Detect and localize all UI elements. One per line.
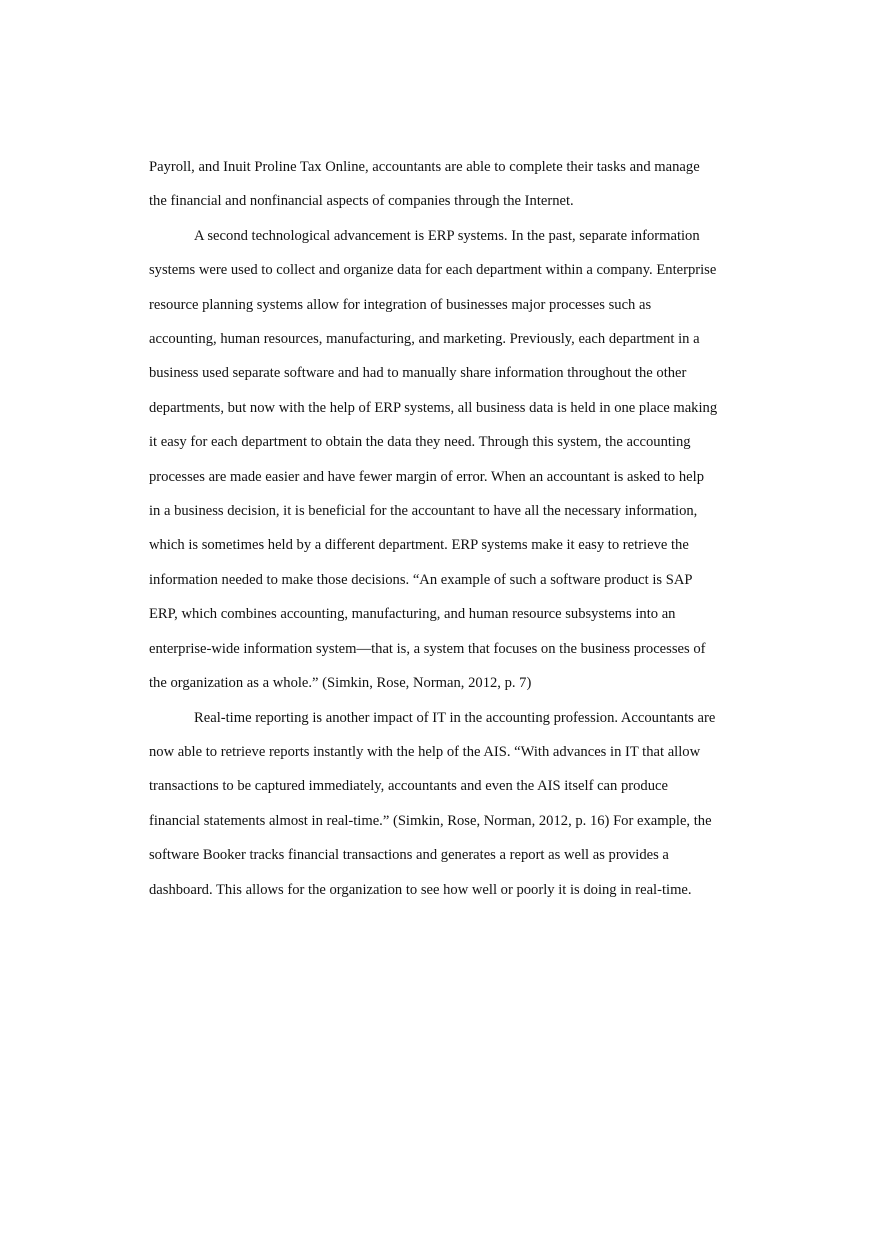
text-line: ERP, which combines accounting, manufacturing, and human resource subsystems into an	[149, 606, 676, 623]
text-line: it easy for each department to obtain the data they need. Through this system, the accounting	[149, 434, 691, 451]
document-body	[149, 150, 731, 907]
text-line: software Booker tracks financial transactions and generates a report as well as provides a	[149, 847, 669, 864]
text-line: business used separate software and had to manually share information throughout the other	[149, 365, 687, 382]
text-line: now able to retrieve reports instantly with the help of the AIS. “With advances in IT that allow	[149, 743, 701, 760]
paragraph-2	[149, 219, 731, 701]
text-line: systems were used to collect and organize data for each department within a company. Enterprise	[149, 262, 717, 279]
text-line: the organization as a whole.” (Simkin, Rose, Norman, 2012, p. 7)	[149, 675, 532, 692]
text-line: information needed to make those decisions. “An example of such a software product is SAP	[149, 571, 693, 588]
text-line: the financial and nonfinancial aspects of companies through the Internet.	[149, 193, 574, 210]
text-line: A second technological advancement is ERP systems. In the past, separate information	[194, 227, 700, 244]
text-line: Real-time reporting is another impact of IT in the accounting profession. Accountants are	[194, 709, 716, 726]
text-line: resource planning systems allow for integration of businesses major processes such as	[149, 296, 652, 313]
paragraph-1	[149, 150, 731, 219]
text-line: processes are made easier and have fewer margin of error. When an accountant is asked to help	[149, 468, 705, 485]
text-line: financial statements almost in real-time.” (Simkin, Rose, Norman, 2012, p. 16) For example, the	[149, 812, 712, 829]
text-line: accounting, human resources, manufacturing, and marketing. Previously, each department in a	[149, 331, 700, 348]
text-line: Payroll, and Inuit Proline Tax Online, accountants are able to complete their tasks and manage	[149, 159, 700, 175]
text-line: transactions to be captured immediately, accountants and even the AIS itself can produce	[149, 778, 668, 795]
text-line: in a business decision, it is beneficial for the accountant to have all the necessary information,	[149, 503, 698, 520]
paragraph-3	[149, 701, 731, 907]
text-line: enterprise-wide information system—that is, a system that focuses on the business processes of	[149, 640, 706, 657]
text-line: which is sometimes held by a different department. ERP systems make it easy to retrieve the	[149, 537, 689, 554]
text-line: dashboard. This allows for the organization to see how well or poorly it is doing in real-time.	[149, 881, 692, 898]
text-line: departments, but now with the help of ERP systems, all business data is held in one place making	[149, 399, 718, 416]
